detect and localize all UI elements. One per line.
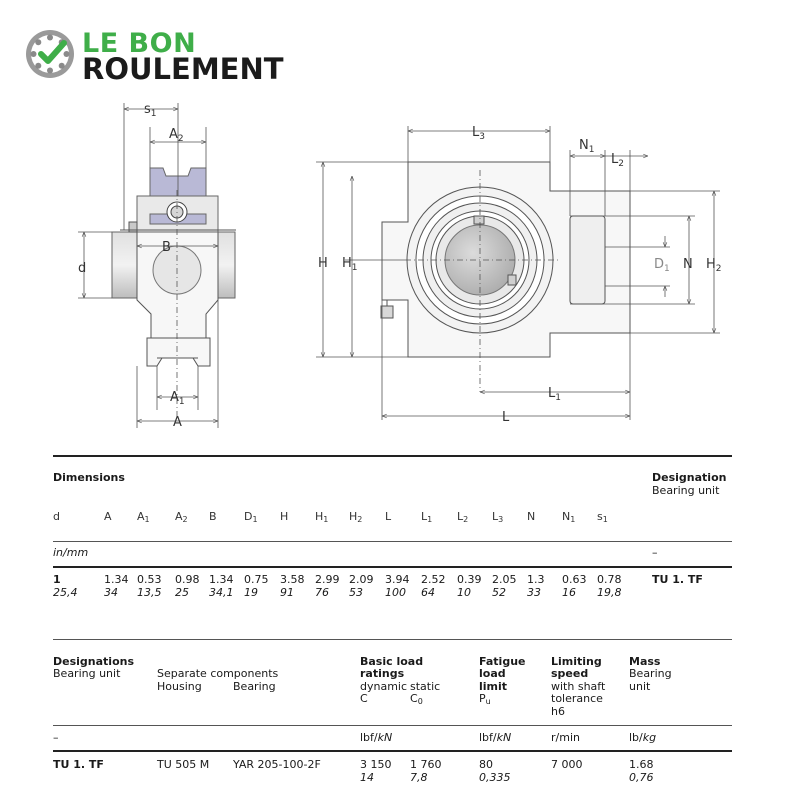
label-d: d xyxy=(78,261,87,276)
header-h6: h6 xyxy=(551,705,565,718)
row-mass-lb: 1.68 xyxy=(629,758,654,771)
row-static-lbf: 1 760 xyxy=(410,758,442,771)
column-header: $s_1$ xyxy=(597,510,608,524)
cell-inch: 3.94 xyxy=(385,573,410,586)
label-a1: $A_1$ xyxy=(170,390,185,407)
label-n1: $N_1$ xyxy=(579,138,595,155)
cell-mm: 100 xyxy=(385,586,406,599)
cell-inch: 1 xyxy=(53,573,61,586)
label-h: H xyxy=(318,256,328,271)
row-fatigue-lbf: 80 xyxy=(479,758,493,771)
label-d1: $D_1$ xyxy=(654,257,670,274)
cell-inch: 1.34 xyxy=(104,573,129,586)
unit-load: lbf/kN xyxy=(360,731,393,744)
column-header: N xyxy=(527,510,536,523)
header-dynamic: dynamic xyxy=(360,680,408,693)
column-header: A xyxy=(104,510,112,523)
cell-mm: 19,8 xyxy=(597,586,622,599)
divider xyxy=(53,725,732,726)
unit-designation: – xyxy=(652,546,658,559)
row-bearing: YAR 205-100-2F xyxy=(233,758,321,771)
header-with-shaft: with shaft xyxy=(551,680,606,693)
unit-dash: – xyxy=(53,731,59,744)
label-l2: $L_2$ xyxy=(611,152,624,169)
label-h1: $H_1$ xyxy=(342,256,358,273)
column-header: d xyxy=(53,510,60,523)
cell-inch: 0.78 xyxy=(597,573,622,586)
cell-inch: 2.99 xyxy=(315,573,340,586)
column-header: $N_1$ xyxy=(562,510,576,524)
cell-inch: 0.98 xyxy=(175,573,200,586)
logo-text-le-bon: LE BON xyxy=(82,28,197,59)
dimensions-title: Dimensions xyxy=(53,471,125,484)
row-dynamic-lbf: 3 150 xyxy=(360,758,392,771)
header-static-symbol: $C_0$ xyxy=(410,692,423,706)
header-dynamic-symbol: C xyxy=(360,692,368,705)
column-header: $H_1$ xyxy=(315,510,329,524)
divider xyxy=(53,566,732,568)
row-fatigue-kn: 0,335 xyxy=(479,771,511,784)
row-dynamic-kn: 14 xyxy=(360,771,374,784)
cell-inch: 2.09 xyxy=(349,573,374,586)
cell-mm: 64 xyxy=(421,586,435,599)
cell-mm: 10 xyxy=(457,586,471,599)
side-view xyxy=(112,168,236,366)
cell-inch: 0.53 xyxy=(137,573,162,586)
designation-title: Designation xyxy=(652,471,727,484)
designation-subtitle: Bearing unit xyxy=(652,484,720,497)
header-bearing: Bearing xyxy=(233,680,276,693)
divider xyxy=(53,455,732,457)
column-header: H xyxy=(280,510,289,523)
cell-mm: 25 xyxy=(175,586,189,599)
cell-mm: 16 xyxy=(562,586,576,599)
cell-inch: 1.3 xyxy=(527,573,545,586)
header-limit: limit xyxy=(479,680,508,693)
row-bearing-unit: TU 1. TF xyxy=(53,758,104,771)
cell-mm: 53 xyxy=(349,586,363,599)
header-ratings: ratings xyxy=(360,667,405,680)
cell-mm: 33 xyxy=(527,586,541,599)
column-header: L xyxy=(385,510,392,523)
header-separate-components: Separate components xyxy=(157,667,279,680)
label-s1: $s_1$ xyxy=(144,102,157,119)
logo-text-roulement: ROULEMENT xyxy=(82,52,284,86)
label-a2: $A_2$ xyxy=(169,127,184,144)
designation-value: TU 1. TF xyxy=(652,573,703,586)
header-tolerance: tolerance xyxy=(551,692,603,705)
cell-mm: 52 xyxy=(492,586,506,599)
header-limiting: Limiting xyxy=(551,655,602,668)
column-header: $L_1$ xyxy=(421,510,433,524)
column-header: $A_2$ xyxy=(175,510,188,524)
row-housing: TU 505 M xyxy=(157,758,210,771)
header-static: static xyxy=(410,680,441,693)
header-housing: Housing xyxy=(157,680,202,693)
cell-mm: 19 xyxy=(244,586,258,599)
cell-mm: 34,1 xyxy=(209,586,234,599)
divider xyxy=(53,750,732,752)
header-fatigue-symbol: $P_u$ xyxy=(479,692,491,706)
cell-inch: 2.05 xyxy=(492,573,517,586)
cell-inch: 2.52 xyxy=(421,573,446,586)
label-a: A xyxy=(173,415,182,430)
label-l1: $L_1$ xyxy=(548,386,561,403)
front-view xyxy=(381,162,630,357)
cell-inch: 3.58 xyxy=(280,573,305,586)
column-header: B xyxy=(209,510,217,523)
header-mass-bearing: Bearing xyxy=(629,667,672,680)
label-n: N xyxy=(683,257,693,272)
cell-inch: 0.39 xyxy=(457,573,482,586)
cell-inch: 1.34 xyxy=(209,573,234,586)
unit-speed: r/min xyxy=(551,731,580,744)
column-header: $H_2$ xyxy=(349,510,363,524)
divider xyxy=(53,639,732,640)
unit-fatigue: lbf/kN xyxy=(479,731,512,744)
label-l: L xyxy=(502,410,510,425)
column-header: $L_2$ xyxy=(457,510,469,524)
column-header: $A_1$ xyxy=(137,510,150,524)
label-h2: $H_2$ xyxy=(706,257,722,274)
cell-mm: 34 xyxy=(104,586,118,599)
divider xyxy=(53,541,732,542)
column-header: $L_3$ xyxy=(492,510,504,524)
header-designations: Designations xyxy=(53,655,135,668)
cell-mm: 13,5 xyxy=(137,586,162,599)
label-b: B xyxy=(162,240,171,255)
header-bearing-unit: Bearing unit xyxy=(53,667,121,680)
header-load: load xyxy=(479,667,506,680)
row-mass-kg: 0,76 xyxy=(629,771,654,784)
cell-mm: 76 xyxy=(315,586,329,599)
unit-mass: lb/kg xyxy=(629,731,657,744)
cell-mm: 91 xyxy=(280,586,294,599)
header-fatigue: Fatigue xyxy=(479,655,526,668)
header-basic-load: Basic load xyxy=(360,655,424,668)
header-mass: Mass xyxy=(629,655,661,668)
column-header: $D_1$ xyxy=(244,510,258,524)
row-static-kn: 7,8 xyxy=(410,771,428,784)
row-speed: 7 000 xyxy=(551,758,583,771)
cell-inch: 0.63 xyxy=(562,573,587,586)
unit-label: in/mm xyxy=(53,546,89,559)
header-mass-unit: unit xyxy=(629,680,651,693)
label-l3: $L_3$ xyxy=(472,125,485,142)
header-speed: speed xyxy=(551,667,589,680)
cell-mm: 25,4 xyxy=(53,586,78,599)
cell-inch: 0.75 xyxy=(244,573,269,586)
